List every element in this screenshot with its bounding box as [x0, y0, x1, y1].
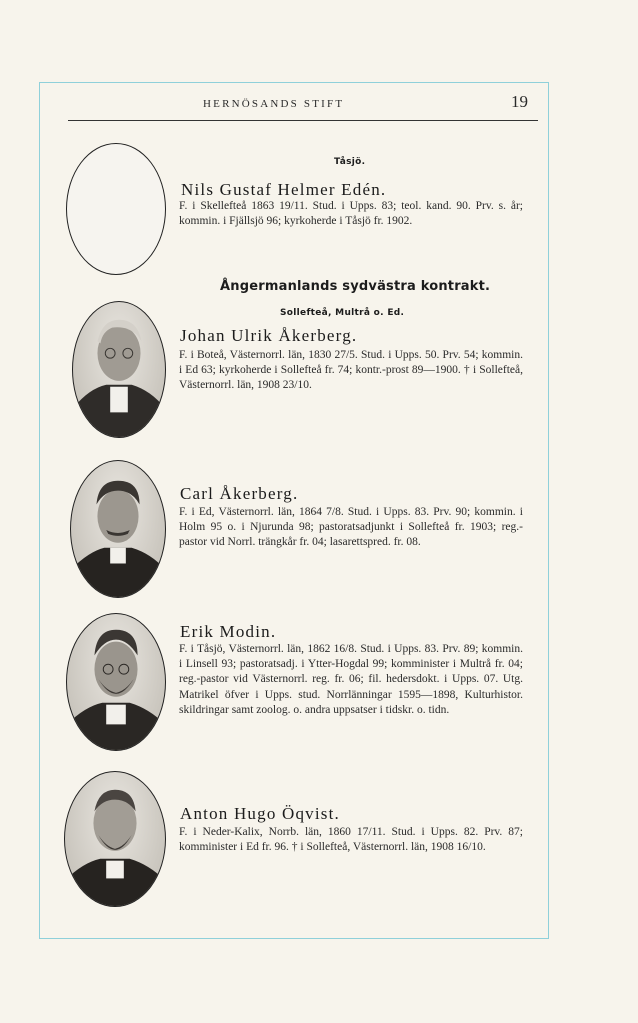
bio-text: F. i Tåsjö, Västernorrl. län, 1862 16/8. Stud. i Upps. 83. Prv. 89; kommin. i Linsell 93; pastoratsadj. i Ytter-Hogdal 99; komminister i Multrå fr. 04; reg.-pastor vid Västernorrl. reg. fr. 06; fil. hedersdokt. i Upps. 07. Utg. Matrikel öfver i Upps. stud. Norrlänningar 1595—1898, Kulturhistor. skildringar samt zoolog. o. andra uppsatser i tidskr. o. tidn.: [179, 643, 523, 716]
portrait-erik-modin: [66, 613, 166, 751]
person-name-carl-akerberg: Carl Åkerberg.: [180, 484, 299, 503]
person-name-eden: Nils Gustaf Helmer Edén.: [181, 180, 387, 199]
person-bio-erik-modin: [179, 642, 523, 718]
portrait-johan-akerberg: [72, 301, 166, 438]
bio-text: F. i Ed, Västernorrl. län, 1864 7/8. Stud. i Upps. 83. Prv. 90; kommin. i Holm 95 o. i Njurunda 98; pastoratsadjunkt i Sollefteå fr. 1903; reg.-pastor vid Norrl. trängkår fr. 04; lasarettspred. fr. 08.: [179, 506, 523, 549]
bio-text: F. i Skellefteå 1863 19/11. Stud. i Upps. 83; teol. kand. 90. Prv. s. år; kommin. i Fjällsjö 96; kyrkoherde i Tåsjö fr. 1902.: [179, 200, 523, 228]
portrait-figure: [67, 614, 165, 750]
person-bio-eden: [179, 199, 523, 229]
parish-heading-tasjo: Tåsjö.: [334, 157, 366, 167]
portrait-anton-oqvist: [64, 771, 166, 907]
bio-text: F. i Boteå, Västernorrl. län, 1830 27/5. Stud. i Upps. 50. Prv. 54; kommin. i Ed 63; kyrkoherde i Sollefteå fr. 74; kontr.-prost 89—1900. † i Sollefteå, Västernorrl. län, 1908 23/10.: [179, 349, 523, 392]
portrait-eden: [66, 143, 166, 275]
page-header: [68, 92, 538, 121]
page-number: 19: [511, 92, 528, 111]
bio-text: F. i Neder-Kalix, Norrb. län, 1860 17/11. Stud. i Upps. 82. Prv. 87; komminister i Ed fr. 96. † i Sollefteå, Västernorrl. län, 1908 16/10.: [179, 826, 523, 854]
person-bio-johan-akerberg: [179, 348, 523, 394]
person-name-erik-modin: Erik Modin.: [180, 622, 277, 641]
person-name-johan-akerberg: Johan Ulrik Åkerberg.: [180, 326, 358, 345]
person-bio-anton-oqvist: [179, 825, 523, 855]
portrait-carl-akerberg: [70, 460, 166, 598]
parish-heading-solleftea: Sollefteå, Multrå o. Ed.: [280, 308, 405, 318]
person-bio-carl-akerberg: [179, 505, 523, 551]
portrait-figure: [73, 302, 165, 437]
portrait-figure: [71, 461, 165, 597]
person-name-anton-oqvist: Anton Hugo Öqvist.: [180, 804, 340, 823]
contract-heading: Ångermanlands sydvästra kontrakt.: [220, 279, 491, 294]
running-head: HERNÖSANDS STIFT: [203, 98, 345, 110]
portrait-figure: [65, 772, 165, 906]
